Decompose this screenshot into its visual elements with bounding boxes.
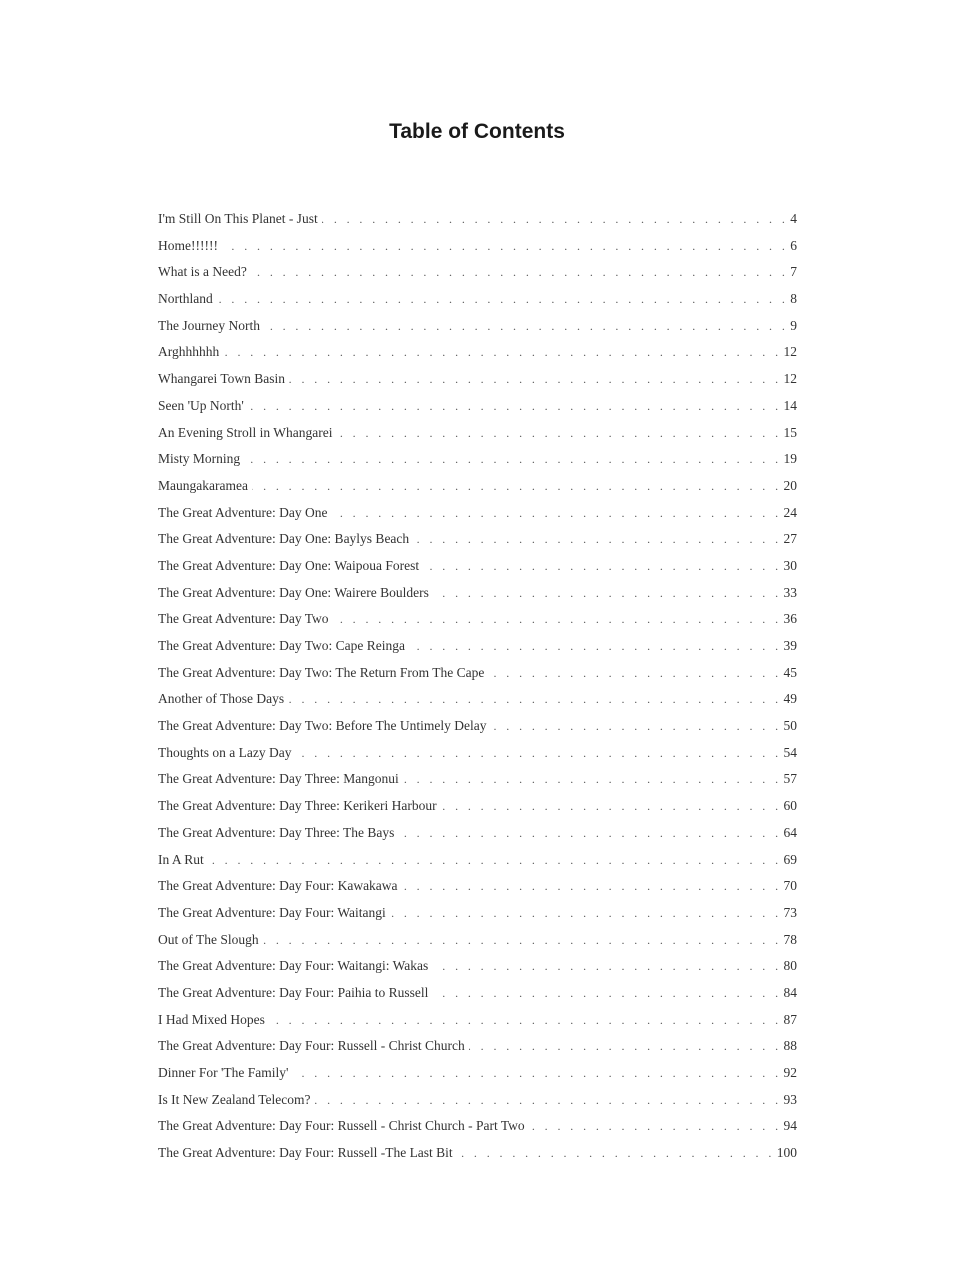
toc-entry[interactable]	[158, 771, 797, 798]
toc-entry-title: The Great Adventure: Day Two: The Return From The Cape	[158, 664, 485, 680]
toc-entry[interactable]	[158, 558, 797, 585]
toc-entry-title: The Great Adventure: Day Three: The Bays	[158, 824, 395, 840]
toc-entry-title: The Great Adventure: Day One	[158, 504, 328, 520]
toc-entry-title: The Great Adventure: Day Four: Waitangi	[158, 904, 386, 920]
dot-leader	[217, 292, 789, 307]
toc-entry[interactable]	[158, 1065, 797, 1092]
toc-entry[interactable]	[158, 691, 797, 718]
toc-entry[interactable]	[158, 585, 797, 612]
toc-entry[interactable]	[158, 852, 797, 879]
toc-entry[interactable]	[158, 1038, 797, 1065]
dot-leader	[223, 345, 781, 360]
toc-entry-page-number: 49	[783, 691, 797, 707]
toc-entry-page-number: 57	[783, 771, 797, 787]
toc-entry[interactable]	[158, 611, 797, 638]
toc-entry-title: The Great Adventure: Day Four: Russell - Christ Church	[158, 1038, 465, 1054]
toc-entry-title: In A Rut	[158, 851, 204, 867]
toc-entry-page-number: 84	[783, 984, 797, 1000]
toc-entry-title: The Great Adventure: Day Four: Russell - Christ Church - Part Two	[158, 1118, 525, 1134]
dot-leader	[441, 799, 782, 814]
toc-entry-title: Thoughts on a Lazy Day	[158, 744, 292, 760]
toc-entry-title: The Great Adventure: Day One: Baylys Beach	[158, 531, 410, 547]
toc-entry-page-number: 9	[790, 317, 797, 333]
toc-entry-page-number: 64	[783, 824, 797, 840]
dot-leader	[248, 399, 782, 414]
toc-entry[interactable]	[158, 1092, 797, 1119]
toc-entry-title: The Great Adventure: Day Three: Kerikeri Harbour	[158, 798, 437, 814]
toc-entry[interactable]	[158, 1145, 797, 1172]
toc-entry[interactable]	[158, 665, 797, 692]
dot-leader	[413, 532, 781, 547]
dot-leader	[529, 1119, 782, 1134]
toc-entry[interactable]	[158, 825, 797, 852]
toc-entry-title: Another of Those Days	[158, 691, 285, 707]
toc-list	[158, 211, 797, 1172]
toc-entry[interactable]	[158, 745, 797, 772]
toc-entry-title: I Had Mixed Hopes	[158, 1011, 265, 1027]
toc-entry-page-number: 4	[790, 211, 797, 226]
dot-leader	[288, 692, 781, 707]
toc-entry-title: Seen 'Up North'	[158, 397, 244, 413]
toc-entry-page-number: 15	[783, 424, 797, 440]
toc-entry[interactable]	[158, 1118, 797, 1145]
toc-entry-title: The Great Adventure: Day Two: Before The Untimely Delay	[158, 718, 487, 734]
toc-entry-title: Arghhhhhh	[158, 344, 220, 360]
toc-entry-page-number: 45	[783, 664, 797, 680]
toc-entry-title: An Evening Stroll in Whangarei	[158, 424, 333, 440]
toc-entry-title: The Great Adventure: Day Two: Cape Reinga	[158, 638, 405, 653]
toc-entry-title: The Great Adventure: Day Four: Kawakawa	[158, 878, 398, 894]
dot-leader	[295, 746, 781, 761]
toc-entry-title: Northland	[158, 291, 213, 307]
toc-entry-page-number: 88	[783, 1038, 797, 1054]
toc-entry-title: The Great Adventure: Day Four: Waitangi: Wakas	[158, 958, 429, 974]
dot-leader	[289, 372, 781, 387]
toc-entry-title: The Journey North	[158, 317, 260, 333]
toc-entry[interactable]	[158, 798, 797, 825]
toc-entry-title: The Great Adventure: Day Four: Paihia to Russell	[158, 984, 429, 1000]
toc-entry[interactable]	[158, 1012, 797, 1039]
toc-entry[interactable]	[158, 932, 797, 959]
toc-entry-title: Misty Morning	[158, 451, 241, 467]
toc-entry[interactable]	[158, 371, 797, 398]
page-title: Table of Contents	[389, 120, 565, 143]
dot-leader	[322, 212, 789, 227]
toc-entry[interactable]	[158, 344, 797, 371]
toc-entry-page-number: 54	[783, 744, 797, 760]
dot-leader	[423, 559, 781, 574]
toc-entry[interactable]	[158, 985, 797, 1012]
toc-entry[interactable]	[158, 238, 797, 265]
toc-entry-page-number: 24	[783, 504, 797, 520]
dot-leader	[264, 319, 788, 334]
toc-entry[interactable]	[158, 958, 797, 985]
toc-entry-page-number: 80	[783, 958, 797, 974]
toc-entry-page-number: 20	[783, 477, 797, 493]
toc-entry-page-number: 7	[790, 264, 797, 280]
dot-leader	[244, 452, 781, 467]
toc-entry[interactable]	[158, 291, 797, 318]
dot-leader	[402, 879, 782, 894]
toc-entry-title: Dinner For 'The Family'	[158, 1065, 289, 1080]
dot-leader	[432, 986, 781, 1001]
toc-entry[interactable]	[158, 318, 797, 345]
toc-entry-page-number: 93	[783, 1091, 797, 1107]
toc-entry[interactable]	[158, 425, 797, 452]
dot-leader	[336, 426, 781, 441]
dot-leader	[333, 612, 782, 627]
toc-entry[interactable]	[158, 398, 797, 425]
toc-entry-page-number: 27	[783, 531, 797, 547]
dot-leader	[403, 772, 782, 787]
toc-entry-title: I'm Still On This Planet - Just	[158, 211, 318, 226]
toc-entry[interactable]	[158, 718, 797, 745]
toc-entry-page-number: 19	[783, 451, 797, 467]
dot-leader	[433, 586, 782, 601]
toc-entry-page-number: 36	[783, 611, 797, 627]
dot-leader	[252, 479, 782, 494]
dot-leader	[315, 1093, 782, 1108]
toc-entry-title: The Great Adventure: Day Four: Russell -The Last Bit	[158, 1145, 453, 1161]
dot-leader	[409, 639, 782, 654]
toc-entry[interactable]	[158, 638, 797, 665]
toc-entry-title: Maungakaramea	[158, 477, 248, 493]
toc-entry-title: The Great Adventure: Day One: Wairere Boulders	[158, 584, 429, 600]
dot-leader	[469, 1039, 782, 1054]
toc-entry[interactable]	[158, 451, 797, 478]
dot-leader	[269, 1013, 782, 1028]
toc-entry-page-number: 70	[783, 878, 797, 894]
dot-leader	[263, 933, 782, 948]
toc-entry[interactable]	[158, 264, 797, 291]
toc-entry-page-number: 100	[776, 1145, 797, 1161]
toc-entry-page-number: 14	[783, 397, 797, 413]
toc-entry-title: What is a Need?	[158, 264, 247, 280]
toc-entry-page-number: 94	[783, 1118, 797, 1134]
dot-leader	[432, 959, 781, 974]
toc-entry-title: Home!!!!!!	[158, 237, 218, 253]
toc-entry-page-number: 73	[783, 904, 797, 920]
toc-entry-page-number: 12	[783, 344, 797, 360]
dot-leader	[208, 853, 782, 868]
toc-entry-page-number: 92	[783, 1065, 797, 1080]
toc-entry[interactable]	[158, 531, 797, 558]
toc-entry[interactable]	[158, 478, 797, 505]
dot-leader	[390, 906, 782, 921]
toc-entry-title: Is It New Zealand Telecom?	[158, 1091, 311, 1107]
dot-leader	[490, 719, 781, 734]
toc-entry[interactable]	[158, 211, 797, 238]
toc-entry-page-number: 8	[790, 291, 797, 307]
toc-entry[interactable]	[158, 878, 797, 905]
dot-leader	[292, 1066, 781, 1081]
toc-entry-title: Out of The Slough	[158, 931, 259, 947]
toc-entry-page-number: 78	[783, 931, 797, 947]
toc-entry-page-number: 12	[783, 371, 797, 387]
toc-entry-page-number: 87	[783, 1011, 797, 1027]
toc-entry[interactable]	[158, 505, 797, 532]
toc-entry-page-number: 50	[783, 718, 797, 734]
toc-entry-page-number: 69	[783, 851, 797, 867]
toc-entry[interactable]	[158, 905, 797, 932]
toc-entry-title: The Great Adventure: Day One: Waipoua Forest	[158, 557, 420, 573]
toc-entry-title: Whangarei Town Basin	[158, 371, 286, 387]
dot-leader	[251, 265, 788, 280]
dot-leader	[398, 826, 781, 841]
toc-entry-title: The Great Adventure: Day Three: Mangonui	[158, 771, 399, 787]
toc-entry-page-number: 33	[783, 584, 797, 600]
toc-entry-page-number: 39	[783, 638, 797, 653]
dot-leader	[222, 239, 788, 254]
toc-entry-page-number: 6	[790, 237, 797, 253]
dot-leader	[331, 506, 781, 521]
dot-leader	[457, 1146, 775, 1161]
toc-entry-page-number: 60	[783, 798, 797, 814]
toc-entry-title: The Great Adventure: Day Two	[158, 611, 329, 627]
dot-leader	[488, 666, 781, 681]
toc-entry-page-number: 30	[783, 557, 797, 573]
